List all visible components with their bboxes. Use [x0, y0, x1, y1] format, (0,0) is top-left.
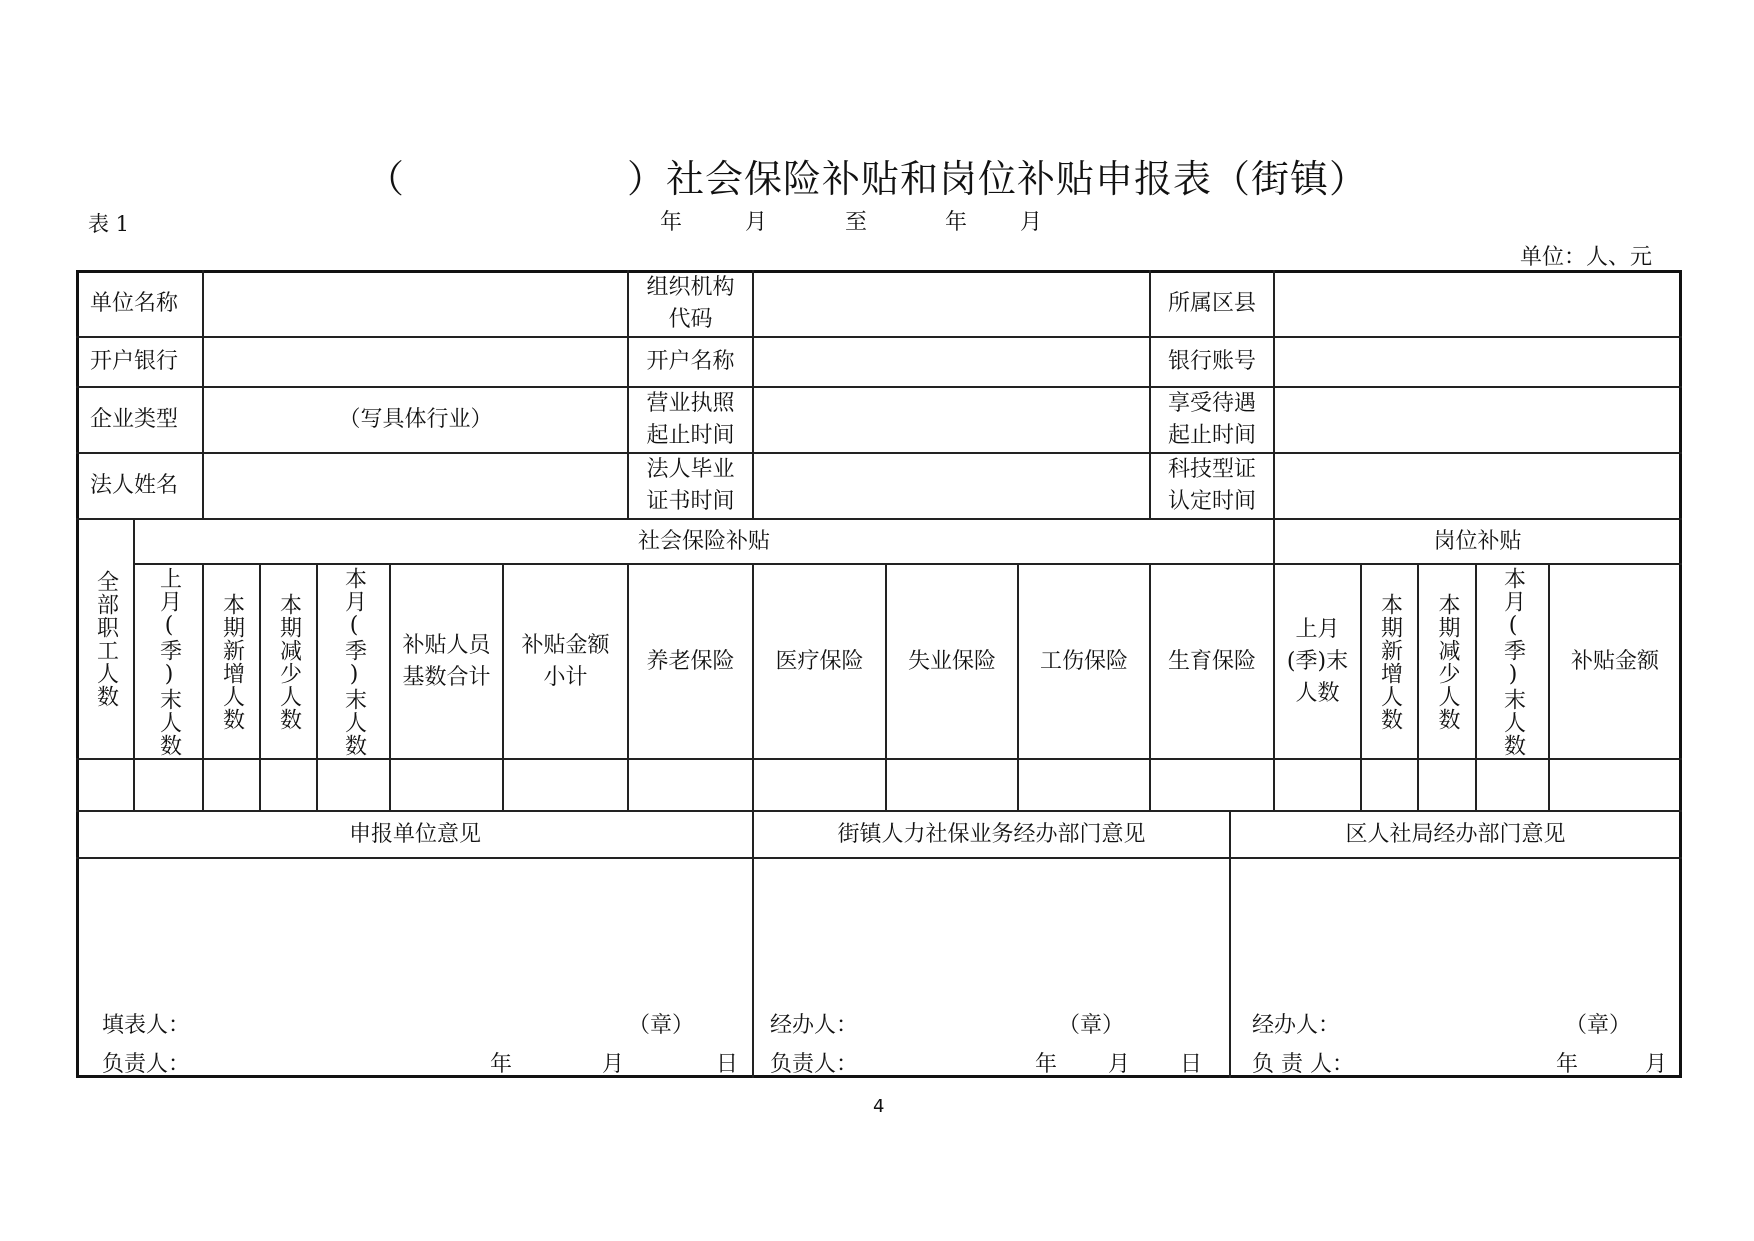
- input-unit-name[interactable]: [204, 272, 627, 336]
- header-si-decrease-text: 本期减少人数: [276, 592, 302, 731]
- input-graduation-date[interactable]: [754, 454, 1149, 518]
- applicant-day: 日: [716, 1052, 739, 1077]
- header-post-prev-count-text: 上月(季)末人数: [1286, 616, 1349, 706]
- period-month-2: 月: [1020, 210, 1043, 235]
- street-month: 月: [1108, 1052, 1131, 1077]
- header-post-subsidy: 岗位补贴: [1433, 528, 1522, 554]
- header-si-new: [204, 565, 259, 758]
- header-maternity: 生育保险: [1167, 648, 1256, 674]
- header-si-base: [391, 565, 502, 758]
- period-to: 至: [845, 210, 868, 235]
- header-post-new: [1362, 565, 1417, 758]
- label-benefit-period-text: 享受待遇起止时间: [1167, 391, 1256, 448]
- header-applicant-opinion: 申报单位意见: [348, 821, 481, 847]
- applicant-year: 年: [490, 1052, 513, 1077]
- district-year: 年: [1556, 1052, 1579, 1077]
- label-account-no: 银行账号: [1167, 349, 1256, 374]
- district-responsible-label: 负 责 人：: [1252, 1052, 1354, 1077]
- unit-label: 单位：人、元: [1520, 245, 1653, 270]
- street-handler-label: 经办人：: [770, 1013, 859, 1038]
- label-bank: 开户银行: [90, 349, 179, 374]
- header-si-base-text: 补贴人员基数合计: [402, 632, 491, 690]
- applicant-month: 月: [602, 1052, 625, 1077]
- district-handler-label: 经办人：: [1252, 1013, 1341, 1038]
- header-si-amount-text: 补贴金额小计: [521, 632, 610, 690]
- district-seal: （章）: [1565, 1013, 1632, 1038]
- header-post-amount: 补贴金额: [1570, 648, 1659, 674]
- label-tech-cert-date-text: 科技型证认定时间: [1167, 457, 1256, 514]
- street-day: 日: [1180, 1052, 1203, 1077]
- period-year-1: 年: [660, 210, 683, 235]
- header-total-staff-text: 全部职工人数: [93, 570, 119, 708]
- input-enterprise-type[interactable]: （写具体行业）: [338, 407, 493, 432]
- period-month-1: 月: [745, 210, 768, 235]
- street-seal: （章）: [1058, 1013, 1125, 1038]
- row-line: [76, 857, 1682, 859]
- input-account-name[interactable]: [754, 338, 1149, 386]
- header-post-decrease-text: 本期减少人数: [1435, 592, 1460, 731]
- period-year-2: 年: [945, 210, 968, 235]
- header-post-end-count: [1477, 565, 1548, 758]
- input-district[interactable]: [1275, 272, 1680, 336]
- title-main: ）社会保险补贴和岗位补贴申报表（街镇）: [627, 157, 1369, 201]
- street-responsible-label: 负责人：: [770, 1052, 859, 1077]
- header-district-opinion: 区人社局经办部门意见: [1345, 821, 1566, 847]
- label-enterprise-type: 企业类型: [90, 407, 179, 432]
- label-benefit-period: [1151, 388, 1273, 452]
- header-social-insurance: 社会保险补贴: [637, 528, 770, 554]
- header-unemployment: 失业保险: [907, 648, 996, 674]
- header-post-end-count-text: 本月(季)末人数: [1500, 566, 1526, 757]
- label-account-name: 开户名称: [646, 349, 735, 374]
- input-benefit-period[interactable]: [1275, 388, 1680, 452]
- input-license-period[interactable]: [754, 388, 1149, 452]
- header-pension: 养老保险: [646, 648, 735, 674]
- label-license-period-text: 营业执照起止时间: [646, 391, 735, 448]
- label-legal-person: 法人姓名: [90, 473, 179, 498]
- label-license-period: [629, 388, 752, 452]
- header-street-opinion: 街镇人力社保业务经办部门意见: [837, 821, 1146, 847]
- data-entry-row[interactable]: [78, 760, 1680, 810]
- header-total-staff: [78, 520, 133, 758]
- header-injury: 工伤保险: [1039, 648, 1128, 674]
- page-number: 4: [873, 1096, 885, 1117]
- applicant-seal: （章）: [628, 1013, 695, 1038]
- header-si-prev-count: [135, 565, 202, 758]
- filler-label: 填表人：: [102, 1013, 191, 1038]
- header-si-prev-count-text: 上月(季)末人数: [156, 566, 182, 757]
- header-si-amount: [504, 565, 627, 758]
- sheet-number: 表 1: [88, 212, 130, 236]
- label-graduation-date: [629, 454, 752, 518]
- input-tech-cert-date[interactable]: [1275, 454, 1680, 518]
- district-month: 月: [1645, 1052, 1668, 1077]
- header-si-decrease: [261, 565, 316, 758]
- label-org-code-text: 组织机构代码: [646, 275, 735, 332]
- header-post-decrease: [1419, 565, 1475, 758]
- label-org-code: [629, 272, 752, 336]
- label-unit-name: 单位名称: [90, 291, 179, 316]
- street-year: 年: [1035, 1052, 1058, 1077]
- header-post-new-text: 本期新增人数: [1377, 592, 1403, 731]
- header-medical: 医疗保险: [775, 648, 864, 674]
- label-tech-cert-date: [1151, 454, 1273, 518]
- header-si-end-count-text: 本月(季)末人数: [341, 566, 367, 757]
- input-bank[interactable]: [204, 338, 627, 386]
- header-post-prev-count: [1275, 565, 1360, 758]
- header-si-new-text: 本期新增人数: [219, 592, 245, 731]
- input-legal-person[interactable]: [204, 454, 627, 518]
- label-district: 所属区县: [1167, 291, 1256, 316]
- label-graduation-date-text: 法人毕业证书时间: [646, 457, 735, 514]
- input-org-code[interactable]: [754, 272, 1149, 336]
- header-si-end-count: [318, 565, 389, 758]
- applicant-responsible-label: 负责人：: [102, 1052, 191, 1077]
- input-account-no[interactable]: [1275, 338, 1680, 386]
- title-left-paren: （: [366, 157, 406, 201]
